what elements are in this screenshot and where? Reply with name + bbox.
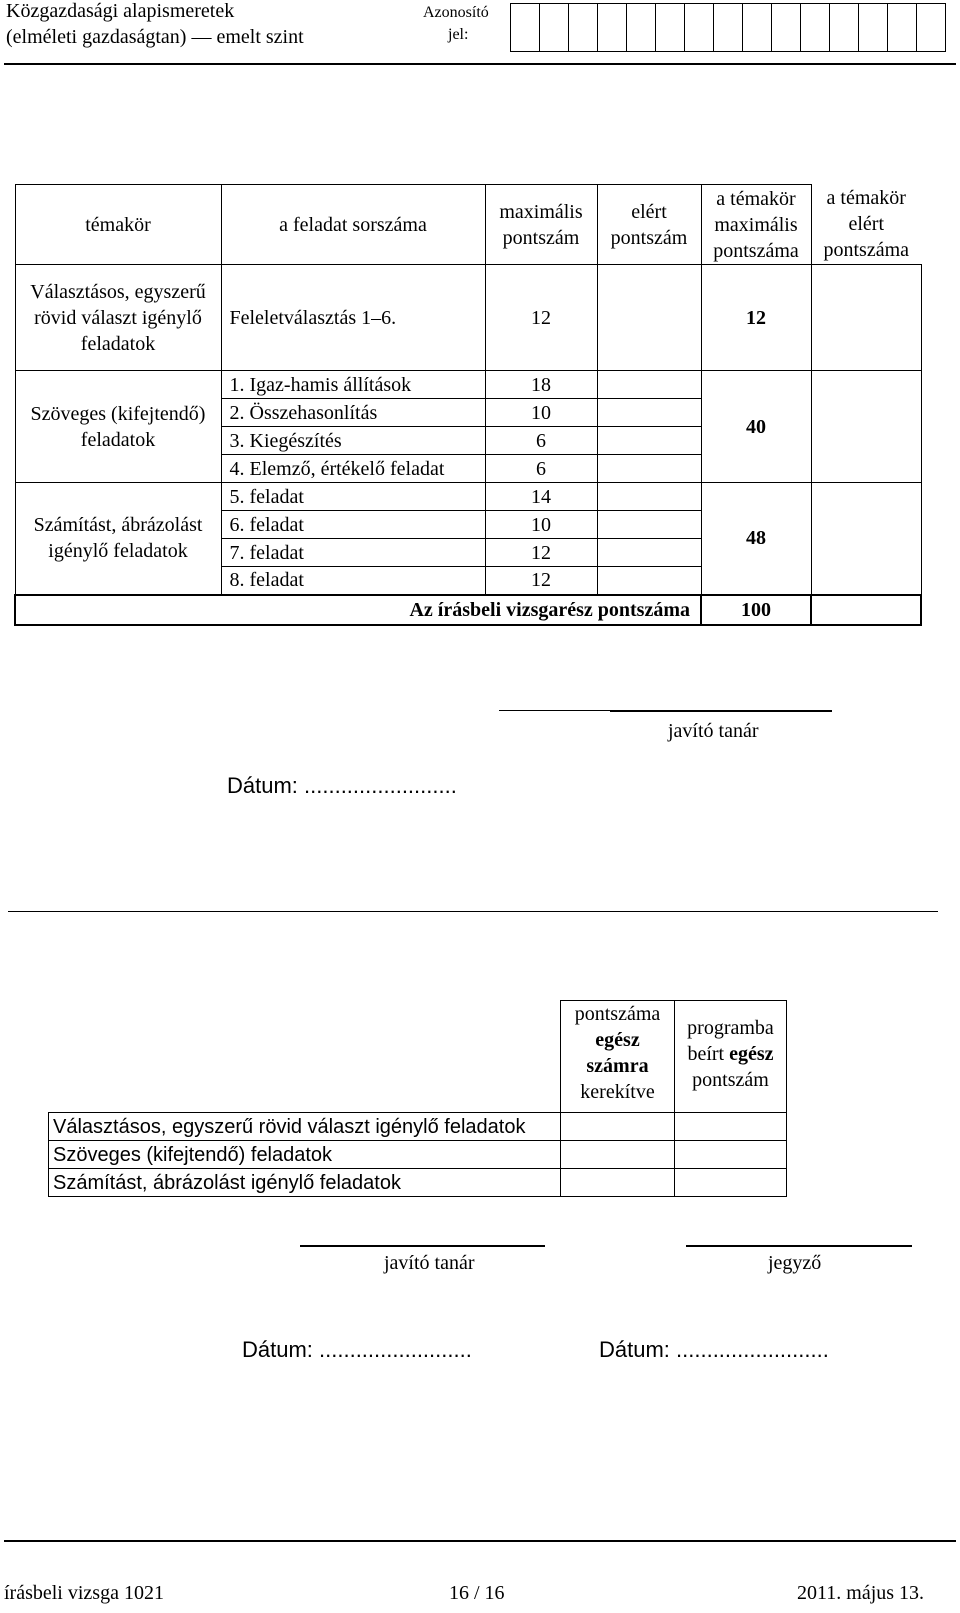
task-row: 6. feladat: [221, 511, 485, 539]
earned-cell[interactable]: [597, 483, 701, 511]
rounded-cell[interactable]: [561, 1113, 675, 1141]
notary-signature-line[interactable]: [686, 1245, 912, 1247]
max-cell: 10: [485, 511, 597, 539]
earned-cell[interactable]: [597, 539, 701, 567]
earned-cell[interactable]: [597, 511, 701, 539]
task-row: 7. feladat: [221, 539, 485, 567]
task-row: 4. Elemző, értékelő feladat: [221, 455, 485, 483]
topic-choice: Választásos, egyszerű rövid választ igénylő feladatok: [15, 265, 221, 371]
topic-text: Szöveges (kifejtendő) feladatok: [15, 371, 221, 483]
program-cell[interactable]: [675, 1141, 787, 1169]
program-header-1: programba: [687, 1017, 774, 1039]
header-task-number: a feladat sorszáma: [221, 185, 485, 265]
summary-blank: [49, 1001, 561, 1113]
topic-max-cell: 12: [701, 265, 811, 371]
topic-earned-cell[interactable]: [811, 265, 921, 371]
task-row: 1. Igaz-hamis állítások: [221, 371, 485, 399]
header-rule: [4, 63, 956, 65]
max-cell: 6: [485, 427, 597, 455]
date-field-right[interactable]: Dátum: .........................: [599, 1337, 829, 1362]
program-header-4: pontszám: [692, 1069, 769, 1091]
earned-cell[interactable]: [597, 399, 701, 427]
earned-cell[interactable]: [597, 371, 701, 399]
rounded-cell[interactable]: [561, 1169, 675, 1197]
header-topic-earned: a témakör elért pontszáma: [823, 186, 910, 261]
max-cell: 12: [485, 539, 597, 567]
total-label: Az írásbeli vizsgarész pontszáma: [15, 595, 701, 625]
summary-row-label: Választásos, egyszerű rövid választ igénylő feladatok: [49, 1113, 561, 1141]
task-row: 8. feladat: [221, 567, 485, 595]
topic-earned-cell[interactable]: [811, 483, 921, 595]
signature-line-thin: [499, 710, 611, 711]
max-cell: 6: [485, 455, 597, 483]
task-row: 5. feladat: [221, 483, 485, 511]
rounded-header-2: egész: [595, 1029, 640, 1051]
footer-exam: írásbeli vizsga 1021: [4, 1582, 164, 1604]
header-max-points: maximális pontszám: [485, 185, 597, 265]
earned-cell[interactable]: [597, 455, 701, 483]
earned-cell[interactable]: [597, 265, 701, 371]
date-field[interactable]: Dátum: .........................: [227, 773, 457, 798]
max-cell: 12: [485, 265, 597, 371]
section-separator: [8, 911, 938, 912]
grader-signature-line[interactable]: [300, 1245, 545, 1247]
header-title-line2: (elméleti gazdaságtan) — emelt szint: [6, 26, 304, 48]
id-label-line1: Azonosító: [423, 4, 489, 21]
summary-row-label: Számítást, ábrázolást igénylő feladatok: [49, 1169, 561, 1197]
signature-line[interactable]: [610, 710, 832, 712]
task-row: 2. Összehasonlítás: [221, 399, 485, 427]
topic-max-cell: 48: [701, 483, 811, 595]
grader-label: javító tanár: [384, 1252, 475, 1274]
max-cell: 18: [485, 371, 597, 399]
footer-page: 16 / 16: [449, 1582, 505, 1604]
summary-row-label: Szöveges (kifejtendő) feladatok: [49, 1141, 561, 1169]
summary-table: [48, 1000, 787, 1197]
notary-label: jegyző: [768, 1252, 822, 1274]
topic-calc: Számítást, ábrázolást igénylő feladatok: [15, 483, 221, 595]
date-field-left[interactable]: Dátum: .........................: [242, 1337, 472, 1362]
max-cell: 14: [485, 483, 597, 511]
task-row: 3. Kiegészítés: [221, 427, 485, 455]
rounded-cell[interactable]: [561, 1141, 675, 1169]
rounded-header-1: pontszáma: [574, 1003, 661, 1025]
footer-rule: [4, 1540, 956, 1542]
topic-earned-cell[interactable]: [811, 371, 921, 483]
id-label-line2: jel:: [448, 26, 469, 43]
total-earned[interactable]: [811, 595, 921, 625]
rounded-header-3: számra: [586, 1055, 649, 1077]
header-earned-points: elért pontszám: [597, 185, 701, 265]
earned-cell[interactable]: [597, 567, 701, 595]
header-topic: témakör: [15, 185, 221, 265]
topic-max-cell: 40: [701, 371, 811, 483]
header-title-line1: Közgazdasági alapismeretek: [6, 0, 235, 22]
program-cell[interactable]: [675, 1113, 787, 1141]
task-row: Feleletválasztás 1–6.: [221, 265, 485, 371]
score-table: [14, 184, 922, 626]
header-topic-max: a témakör maximális pontszáma: [701, 185, 811, 265]
rounded-header-4: kerekítve: [580, 1081, 655, 1103]
max-cell: 12: [485, 567, 597, 595]
grader-label: javító tanár: [668, 720, 759, 742]
total-max: 100: [701, 595, 811, 625]
id-boxes[interactable]: [511, 3, 946, 52]
program-header-3: egész: [729, 1043, 774, 1065]
max-cell: 10: [485, 399, 597, 427]
program-header-2: beírt: [687, 1043, 730, 1065]
earned-cell[interactable]: [597, 427, 701, 455]
program-cell[interactable]: [675, 1169, 787, 1197]
footer-date: 2011. május 13.: [797, 1582, 925, 1604]
